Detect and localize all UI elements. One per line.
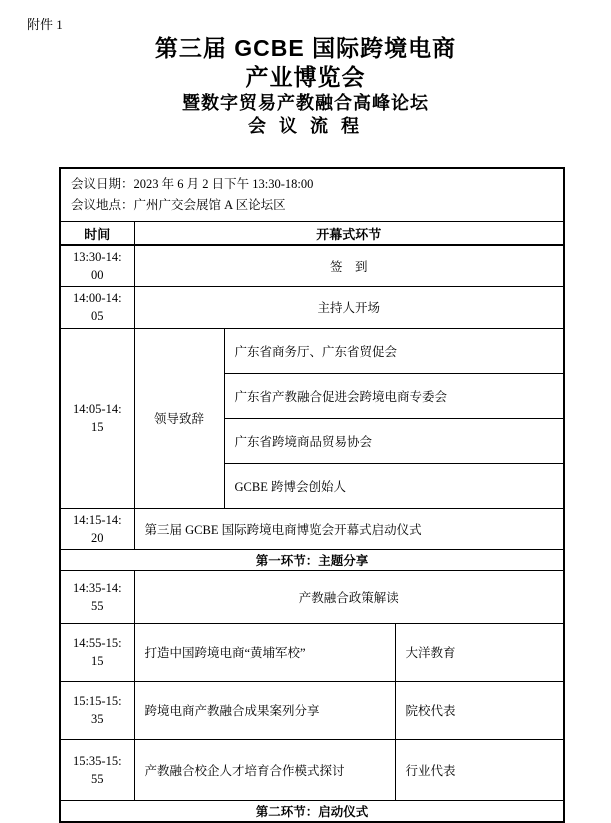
section-header: 第一环节：主题分享	[60, 549, 564, 570]
meeting-location-line: 会议地点：广州广交会展馆 A 区论坛区	[71, 198, 286, 212]
title-line-3: 暨数字贸易产教融合高峰论坛	[182, 93, 429, 113]
leader-item-cell: 广东省商务厅、广东省贸促会	[224, 328, 564, 373]
row-topic-1	[60, 623, 564, 681]
attachment-label: 附件 1	[27, 17, 63, 32]
content-cell: 签 到	[134, 245, 564, 287]
speaker-cell: 行业代表	[395, 739, 564, 800]
section-2-row	[60, 800, 564, 822]
table-header-row	[60, 222, 564, 246]
time-cell: 15:35-15:55	[60, 739, 134, 800]
content-cell: 产教融合校企人才培育合作模式探讨	[134, 739, 395, 800]
content-cell: 打造中国跨境电商“黄埔军校”	[134, 623, 395, 681]
section-header: 第二环节：启动仪式	[60, 800, 564, 822]
time-cell: 14:35-14:55	[60, 570, 134, 623]
content-cell: 第三届 GCBE 国际跨境电商博览会开幕式启动仪式	[134, 508, 564, 549]
row-host	[60, 287, 564, 328]
header-time-cell: 时间	[60, 222, 134, 246]
leader-item-cell: GCBE 跨博会创始人	[224, 463, 564, 508]
document-title	[0, 34, 611, 138]
meeting-info-cell	[60, 168, 564, 222]
time-cell: 14:15-14:20	[60, 508, 134, 549]
meeting-date-line: 会议日期：2023 年 6 月 2 日下午 13:30-18:00	[71, 177, 314, 192]
content-cell: 产教融合政策解读	[134, 570, 564, 623]
row-signin	[60, 245, 564, 287]
content-cell: 主持人开场	[134, 287, 564, 328]
time-cell: 14:55-15:15	[60, 623, 134, 681]
time-cell: 15:15-15:35	[60, 681, 134, 739]
row-leaders-1	[60, 328, 564, 373]
time-cell: 14:00-14:05	[60, 287, 134, 328]
speaker-cell: 院校代表	[395, 681, 564, 739]
agenda-table	[59, 167, 565, 823]
content-cell: 跨境电商产教融合成果案列分享	[134, 681, 395, 739]
leader-item-cell: 广东省产教融合促进会跨境电商专委会	[224, 373, 564, 418]
title-line-1: 第三届 GCBE 国际跨境电商	[154, 35, 457, 61]
time-cell: 14:05-14:15	[60, 328, 134, 508]
header-stage-cell: 开幕式环节	[134, 222, 564, 246]
row-topic-2	[60, 681, 564, 739]
meeting-info-row	[60, 168, 564, 222]
title-line-4: 会 议 流 程	[247, 116, 363, 136]
row-launch	[60, 508, 564, 549]
row-topic-3	[60, 739, 564, 800]
title-line-2: 产业博览会	[245, 64, 366, 90]
leaders-label-cell: 领导致辞	[134, 328, 224, 508]
row-policy	[60, 570, 564, 623]
time-cell: 13:30-14:00	[60, 245, 134, 287]
section-1-row	[60, 549, 564, 570]
leader-item-cell: 广东省跨境商品贸易协会	[224, 418, 564, 463]
speaker-cell: 大洋教育	[395, 623, 564, 681]
